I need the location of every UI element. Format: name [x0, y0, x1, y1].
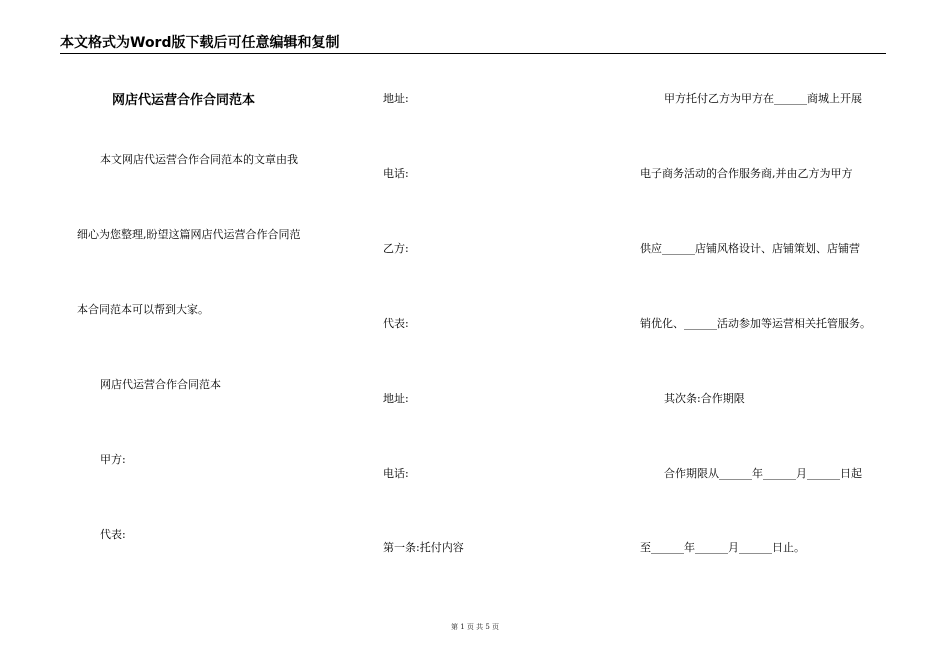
paragraph-line: 合作期限从______年______月______日起: [664, 467, 862, 480]
address-label: 地址:: [383, 92, 409, 105]
paragraph-line: 销优化、______活动参加等运营相关托管服务。: [640, 317, 871, 330]
paragraph-line: 本合同范本可以帮到大家。: [77, 303, 209, 316]
paragraph-line: 细心为您整理,盼望这篇网店代运营合作合同范: [77, 228, 301, 241]
phone-label: 电话:: [383, 167, 409, 180]
header-divider: [60, 53, 886, 54]
document-title: 网店代运营合作合同范本: [112, 93, 256, 108]
contract-heading: 网店代运营合作合同范本: [100, 378, 221, 391]
representative-label: 代表:: [383, 317, 409, 330]
document-header: 本文格式为Word版下载后可任意编辑和复制: [60, 35, 340, 51]
paragraph-line: 供应______店铺风格设计、店铺策划、店铺营: [640, 242, 860, 255]
paragraph-line: 电子商务活动的合作服务商,并由乙方为甲方: [640, 167, 853, 180]
party-b-label: 乙方:: [383, 242, 409, 255]
paragraph-line: 本文网店代运营合作合同范本的文章由我: [100, 153, 298, 166]
page-number: 第 1 页 共 5 页: [450, 623, 500, 631]
paragraph-line: 至______年______月______日止。: [640, 541, 805, 554]
paragraph-line: 甲方托付乙方为甲方在______商城上开展: [664, 92, 862, 105]
party-a-label: 甲方:: [100, 453, 126, 466]
article-two-heading: 其次条:合作期限: [664, 392, 745, 405]
address-label: 地址:: [383, 392, 409, 405]
representative-label: 代表:: [100, 528, 126, 541]
article-one-heading: 第一条:托付内容: [383, 541, 464, 554]
phone-label: 电话:: [383, 467, 409, 480]
